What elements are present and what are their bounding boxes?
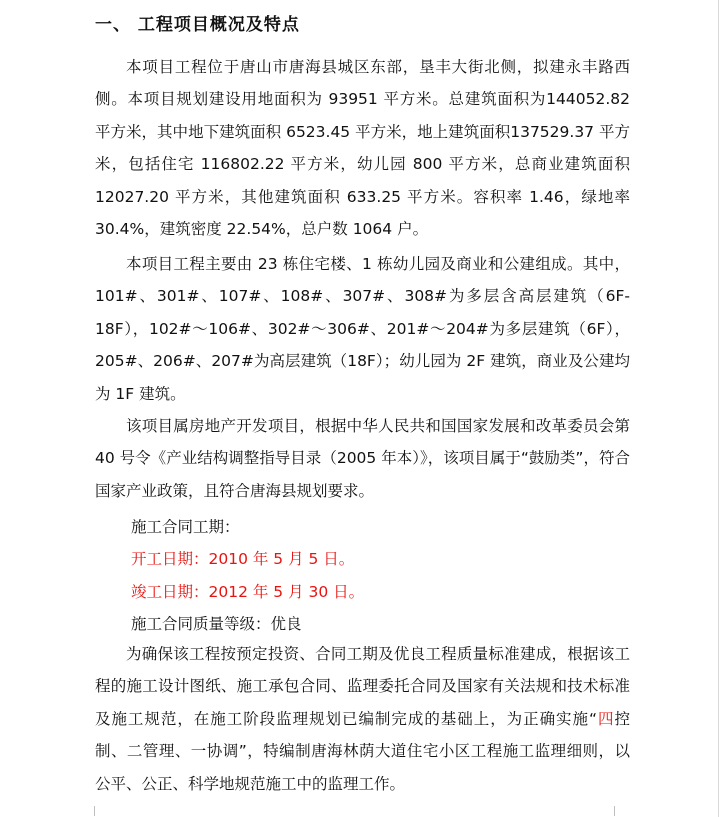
margin-marker-right	[614, 806, 629, 816]
section-heading: 一、 工程项目概况及特点	[95, 15, 300, 35]
purpose-highlight: 四	[597, 709, 615, 728]
start-date: 开工日期：2010 年 5 月 5 日。	[131, 550, 355, 568]
composition-paragraph: 本项目工程主要由 23 栋住宅楼、1 栋幼儿园及商业和公建组成。其中，101#、301#、107#、108#、307#、308#为多层含高层建筑（6F-18F），102#～106#、302#～306#、201#～204#为多层建筑（6F），205#、206#、207#为高层建筑（18F）；幼儿园为 2F 建筑，商业及公建均为 1F 建筑。	[95, 255, 630, 403]
overview-paragraph: 本项目工程位于唐山市唐海县城区东部，垦丰大街北侧，拟建永丰路西侧。本项目规划建设用地面积为 93951 平方米。总建筑面积为144052.82 平方米，其中地下建筑面积 6523.45 平方米，地上建筑面积137529.37 平方米，包括住宅 116802.22 平方米，幼儿园 800 平方米，总商业建筑面积 12027.20 平方米，其他建筑面积 633.25 平方米。容积率 1.46，绿地率 30.4%，建筑密度 22.54%，总户数 1064 户。	[95, 58, 630, 239]
margin-marker-left	[80, 806, 95, 816]
purpose-text-part2: 控制、二管理、一协调”，特编制唐海林荫大道住宅小区工程施工监理细则，以公平、公正、科学地规范施工中的监理工作。	[95, 709, 630, 793]
purpose-paragraph	[95, 638, 630, 800]
purpose-text-part1: 为确保该工程按预定投资、合同工期及优良工程质量标准建成，根据该工程的施工设计图纸、施工承包合同、监理委托合同及国家有关法规和技术标准及施工规范，在施工阶段监理规划已编制完成的基础上，为正确实施“	[95, 645, 630, 728]
contract-period-label: 施工合同工期：	[131, 518, 240, 536]
end-date: 竣工日期：2012 年 5 月 30 日。	[131, 583, 365, 601]
quality-grade: 施工合同质量等级：优良	[131, 615, 302, 633]
policy-paragraph: 该项目属房地产开发项目，根据中华人民共和国国家发展和改革委员会第 40 号令《产业结构调整指导目录（2005 年本）》，该项目属于“鼓励类”，符合国家产业政策，且符合唐海县规划要求。	[95, 417, 630, 500]
